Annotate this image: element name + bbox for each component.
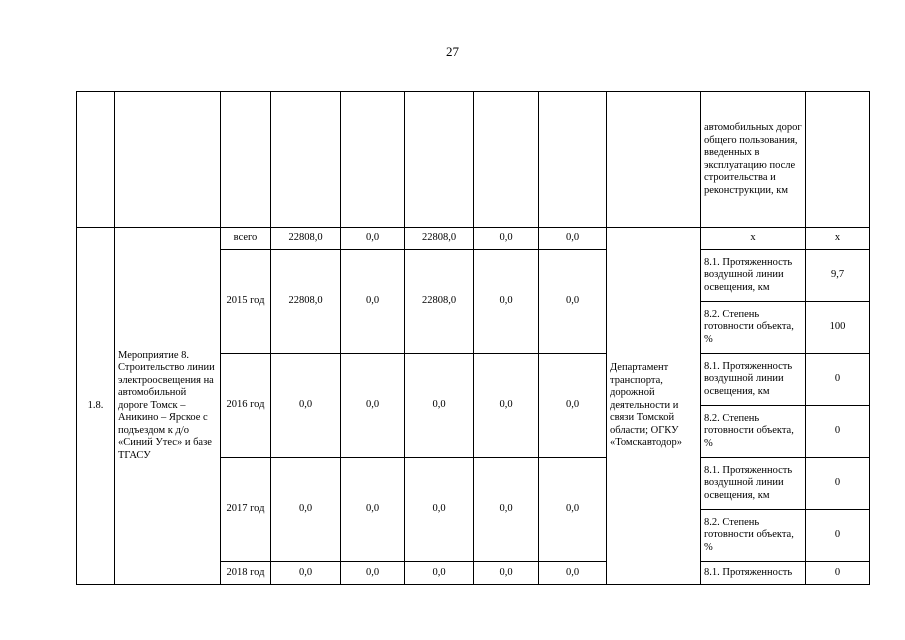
page-number: 27 (446, 44, 459, 59)
empty-cell (77, 92, 115, 228)
indicator-value: 0 (806, 458, 870, 510)
indicator-value: 0 (806, 510, 870, 562)
value-cell: 0,0 (539, 228, 607, 250)
indicator-name: 8.2. Степень готовности объекта, % (701, 406, 806, 458)
value-cell: 22808,0 (271, 228, 341, 250)
value-cell: 0,0 (341, 228, 405, 250)
value-cell: 0,0 (405, 354, 474, 458)
measure-number: 1.8. (77, 228, 115, 585)
empty-cell (341, 92, 405, 228)
indicator-value: 100 (806, 302, 870, 354)
empty-cell (474, 92, 539, 228)
year-label: 2018 год (221, 562, 271, 585)
value-cell: 0,0 (474, 354, 539, 458)
indicator-name: 8.1. Протяженность воздушной линии освещения, км (701, 354, 806, 406)
value-cell: 22808,0 (405, 228, 474, 250)
value-cell: 0,0 (474, 458, 539, 562)
empty-cell (806, 92, 870, 228)
empty-cell (115, 92, 221, 228)
indicator-value: 0 (806, 354, 870, 406)
value-cell: 0,0 (405, 562, 474, 585)
value-cell: 0,0 (539, 562, 607, 585)
value-cell: 0,0 (341, 250, 405, 354)
indicator-value: 0 (806, 562, 870, 585)
indicator-name: x (701, 228, 806, 250)
value-cell: 0,0 (474, 562, 539, 585)
indicator-value: 0 (806, 406, 870, 458)
total-row (77, 228, 870, 250)
indicator-name: 8.1. Протяженность воздушной линии освещения, км (701, 458, 806, 510)
total-label: всего (221, 228, 271, 250)
value-cell: 0,0 (341, 458, 405, 562)
value-cell: 0,0 (271, 354, 341, 458)
year-label: 2016 год (221, 354, 271, 458)
empty-cell (221, 92, 271, 228)
value-cell: 0,0 (341, 354, 405, 458)
empty-cell (539, 92, 607, 228)
value-cell: 0,0 (474, 228, 539, 250)
empty-cell (405, 92, 474, 228)
value-cell: 0,0 (474, 250, 539, 354)
value-cell: 0,0 (271, 562, 341, 585)
indicator-value: 9,7 (806, 250, 870, 302)
empty-cell (607, 92, 701, 228)
empty-cell (271, 92, 341, 228)
value-cell: 22808,0 (271, 250, 341, 354)
indicator-name: 8.1. Протяженность воздушной линии освещения, км (701, 250, 806, 302)
indicator-name: 8.1. Протяженность (701, 562, 806, 585)
value-cell: 0,0 (341, 562, 405, 585)
measure-name: Мероприятие 8. Строительство линии электроосвещения на автомобильной дороге Томск – Аникино – Ярское с подъездом к д/о «Синий Утес» и базе ТГАСУ (115, 228, 221, 585)
continued-indicator-name: автомобильных дорог общего пользования, введенных в эксплуатацию после строительства и реконструкции, км (701, 92, 806, 228)
year-label: 2015 год (221, 250, 271, 354)
year-label: 2017 год (221, 458, 271, 562)
indicator-name: 8.2. Степень готовности объекта, % (701, 510, 806, 562)
program-table (76, 91, 870, 585)
indicator-name: 8.2. Степень готовности объекта, % (701, 302, 806, 354)
executor-cell: Департамент транспорта, дорожной деятельности и связи Томской области; ОГКУ «Томскавтодор» (607, 228, 701, 585)
indicator-value: x (806, 228, 870, 250)
value-cell: 22808,0 (405, 250, 474, 354)
value-cell: 0,0 (405, 458, 474, 562)
value-cell: 0,0 (271, 458, 341, 562)
value-cell: 0,0 (539, 458, 607, 562)
value-cell: 0,0 (539, 250, 607, 354)
value-cell: 0,0 (539, 354, 607, 458)
continuation-row (77, 92, 870, 228)
